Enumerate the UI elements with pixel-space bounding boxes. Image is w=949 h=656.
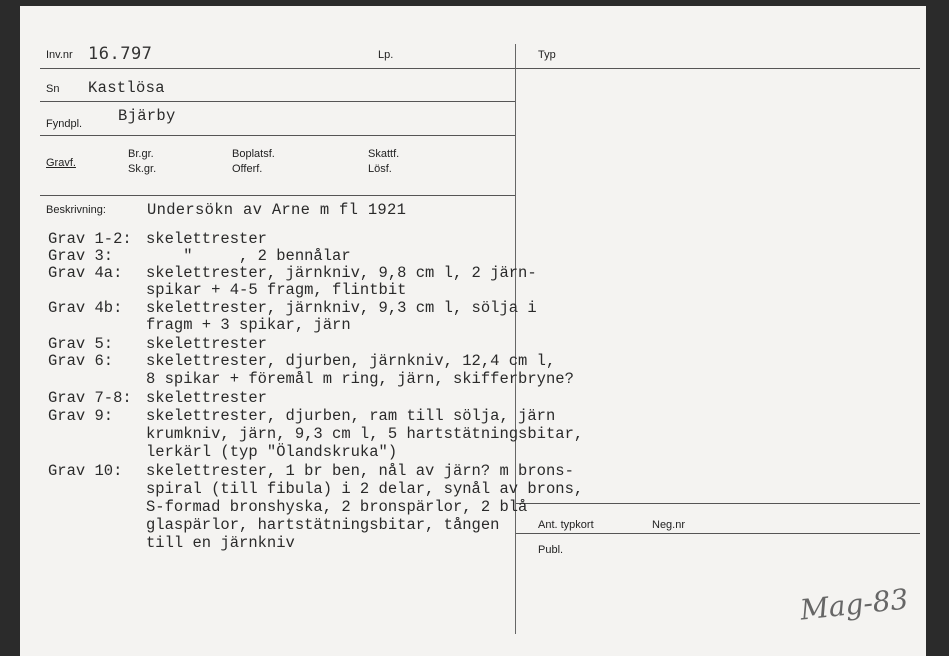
rule-right-publ bbox=[515, 533, 920, 534]
desc-row: S-formad bronshyska, 2 bronspärlor, 2 blå bbox=[146, 498, 528, 516]
skattf-label: Skattf. bbox=[368, 148, 400, 160]
typ-label: Typ bbox=[538, 49, 556, 61]
description-intro: Undersökn av Arne m fl 1921 bbox=[147, 201, 407, 219]
rule-vertical bbox=[515, 44, 516, 634]
neg-nr-label: Neg.nr bbox=[652, 519, 686, 531]
rule-sn bbox=[40, 101, 515, 102]
desc-row: till en järnkniv bbox=[146, 534, 295, 552]
desc-row: Grav 4b: skelettrester, järnkniv, 9,3 cm l, sölja i bbox=[48, 299, 537, 317]
catalog-card bbox=[20, 6, 926, 656]
inv-value: 16.797 bbox=[88, 44, 153, 64]
publ-label: Publ. bbox=[538, 544, 564, 556]
skgr-label: Sk.gr. bbox=[128, 163, 157, 175]
desc-row: Grav 10: skelettrester, 1 br ben, nål av järn? m brons- bbox=[48, 462, 574, 480]
desc-row: spiral (till fibula) i 2 delar, synål av brons, bbox=[146, 480, 584, 498]
desc-row: Grav 1-2: skelettrester bbox=[48, 230, 267, 248]
lp-label: Lp. bbox=[378, 49, 394, 61]
rule-top bbox=[40, 68, 920, 69]
rule-gravf bbox=[40, 195, 515, 196]
beskrivning-label: Beskrivning: bbox=[46, 204, 106, 216]
desc-row: spikar + 4-5 fragm, flintbit bbox=[146, 281, 407, 299]
sn-label: Sn bbox=[46, 83, 60, 95]
desc-row: Grav 6: skelettrester, djurben, järnkniv, 12,4 cm l, bbox=[48, 352, 556, 370]
desc-row: Grav 4a: skelettrester, järnkniv, 9,8 cm l, 2 järn- bbox=[48, 264, 537, 282]
desc-row: Grav 5: skelettrester bbox=[48, 335, 267, 353]
rule-fyndpl bbox=[40, 135, 515, 136]
boplatsf-label: Boplatsf. bbox=[232, 148, 275, 160]
desc-row: Grav 9: skelettrester, djurben, ram till sölja, järn bbox=[48, 407, 556, 425]
rule-right-ant bbox=[515, 503, 920, 504]
gravf-label: Gravf. bbox=[46, 157, 76, 169]
desc-row: krumkniv, järn, 9,3 cm l, 5 hartstätningsbitar, bbox=[146, 425, 584, 443]
brgr-label: Br.gr. bbox=[128, 148, 154, 160]
desc-row: Grav 7-8: skelettrester bbox=[48, 389, 267, 407]
losf-label: Lösf. bbox=[368, 163, 392, 175]
desc-row: 8 spikar + föremål m ring, järn, skifferbryne? bbox=[146, 370, 574, 388]
desc-row: Grav 3: " , 2 bennålar bbox=[48, 247, 351, 265]
desc-row: fragm + 3 spikar, järn bbox=[146, 316, 351, 334]
fyndpl-value: Bjärby bbox=[118, 107, 176, 125]
signature: Mag-83 bbox=[798, 582, 910, 627]
desc-row: lerkärl (typ "Ölandskruka") bbox=[146, 443, 398, 461]
sn-value: Kastlösa bbox=[88, 79, 165, 97]
inv-label: Inv.nr bbox=[46, 49, 73, 61]
offerf-label: Offerf. bbox=[232, 163, 263, 175]
desc-row: glaspärlor, hartstätningsbitar, tången bbox=[146, 516, 500, 534]
fyndpl-label: Fyndpl. bbox=[46, 118, 83, 130]
ant-typkort-label: Ant. typkort bbox=[538, 519, 594, 531]
